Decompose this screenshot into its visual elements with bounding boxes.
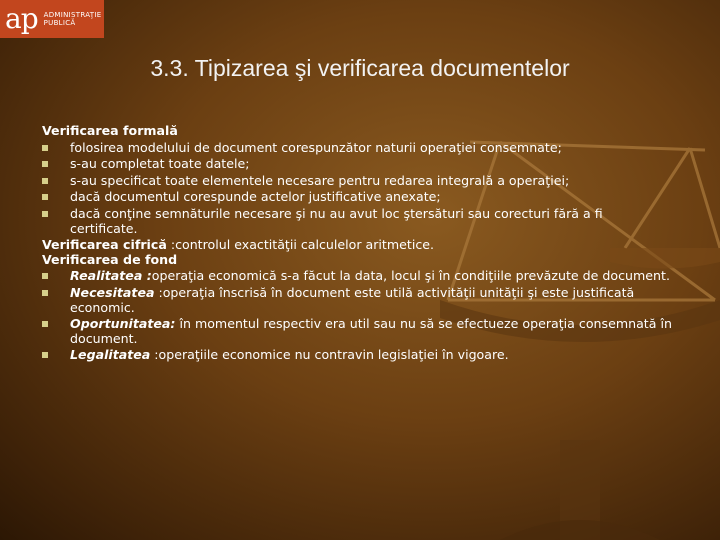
bullet-icon [42, 161, 48, 167]
logo-mark: ap [5, 2, 38, 35]
bullet-icon [42, 321, 48, 327]
bullet-icon [42, 145, 48, 151]
fond-item: Legalitatea :operaţiile economice nu contravin legislaţiei în vigoare. [42, 348, 672, 363]
logo-text [44, 11, 102, 27]
cifrica-heading: Verificarea cifrică [42, 237, 167, 253]
formal-item: dacă conţine semnăturile necesare şi nu au avut loc ştersături sau corecturi fără a fi certificate. [42, 207, 672, 236]
fond-item: Necesitatea :operaţia înscrisă în document este utilă activităţii unităţii şi este justificată economic. [42, 286, 672, 315]
formal-item: dacă documentul corespunde actelor justificative anexate; [42, 190, 672, 205]
formal-heading: Verificarea formală [42, 123, 178, 138]
fond-item: Realitatea :operaţia economică s-a făcut la data, locul şi în condiţiile prevăzute de document. [42, 269, 672, 284]
slide-content [42, 124, 672, 365]
bullet-icon [42, 273, 48, 279]
bullet-icon [42, 194, 48, 200]
bullet-icon [42, 352, 48, 358]
logo [0, 0, 104, 38]
formal-item: s-au completat toate datele; [42, 157, 672, 172]
bullet-icon [42, 290, 48, 296]
bullet-icon [42, 178, 48, 184]
logo-line-1: ADMINISTRAŢIE [43, 11, 102, 19]
cifrica-line [42, 238, 672, 253]
formal-item: folosirea modelului de document corespunzător naturii operaţiei consemnate; [42, 141, 672, 156]
formal-item: s-au specificat toate elementele necesare pentru redarea integrală a operaţiei; [42, 174, 672, 189]
logo-line-2: PUBLICĂ [43, 19, 76, 27]
fond-heading: Verificarea de fond [42, 251, 178, 267]
cifrica-text: :controlul exactităţii calculelor aritmetice. [170, 237, 434, 253]
bullet-icon [42, 211, 48, 217]
slide-title: 3.3. Tipizarea şi verificarea documentelor [150, 55, 570, 81]
fond-item: Oportunitatea: în momentul respectiv era util sau nu să se efectueze operaţia consemnată în document. [42, 317, 672, 346]
